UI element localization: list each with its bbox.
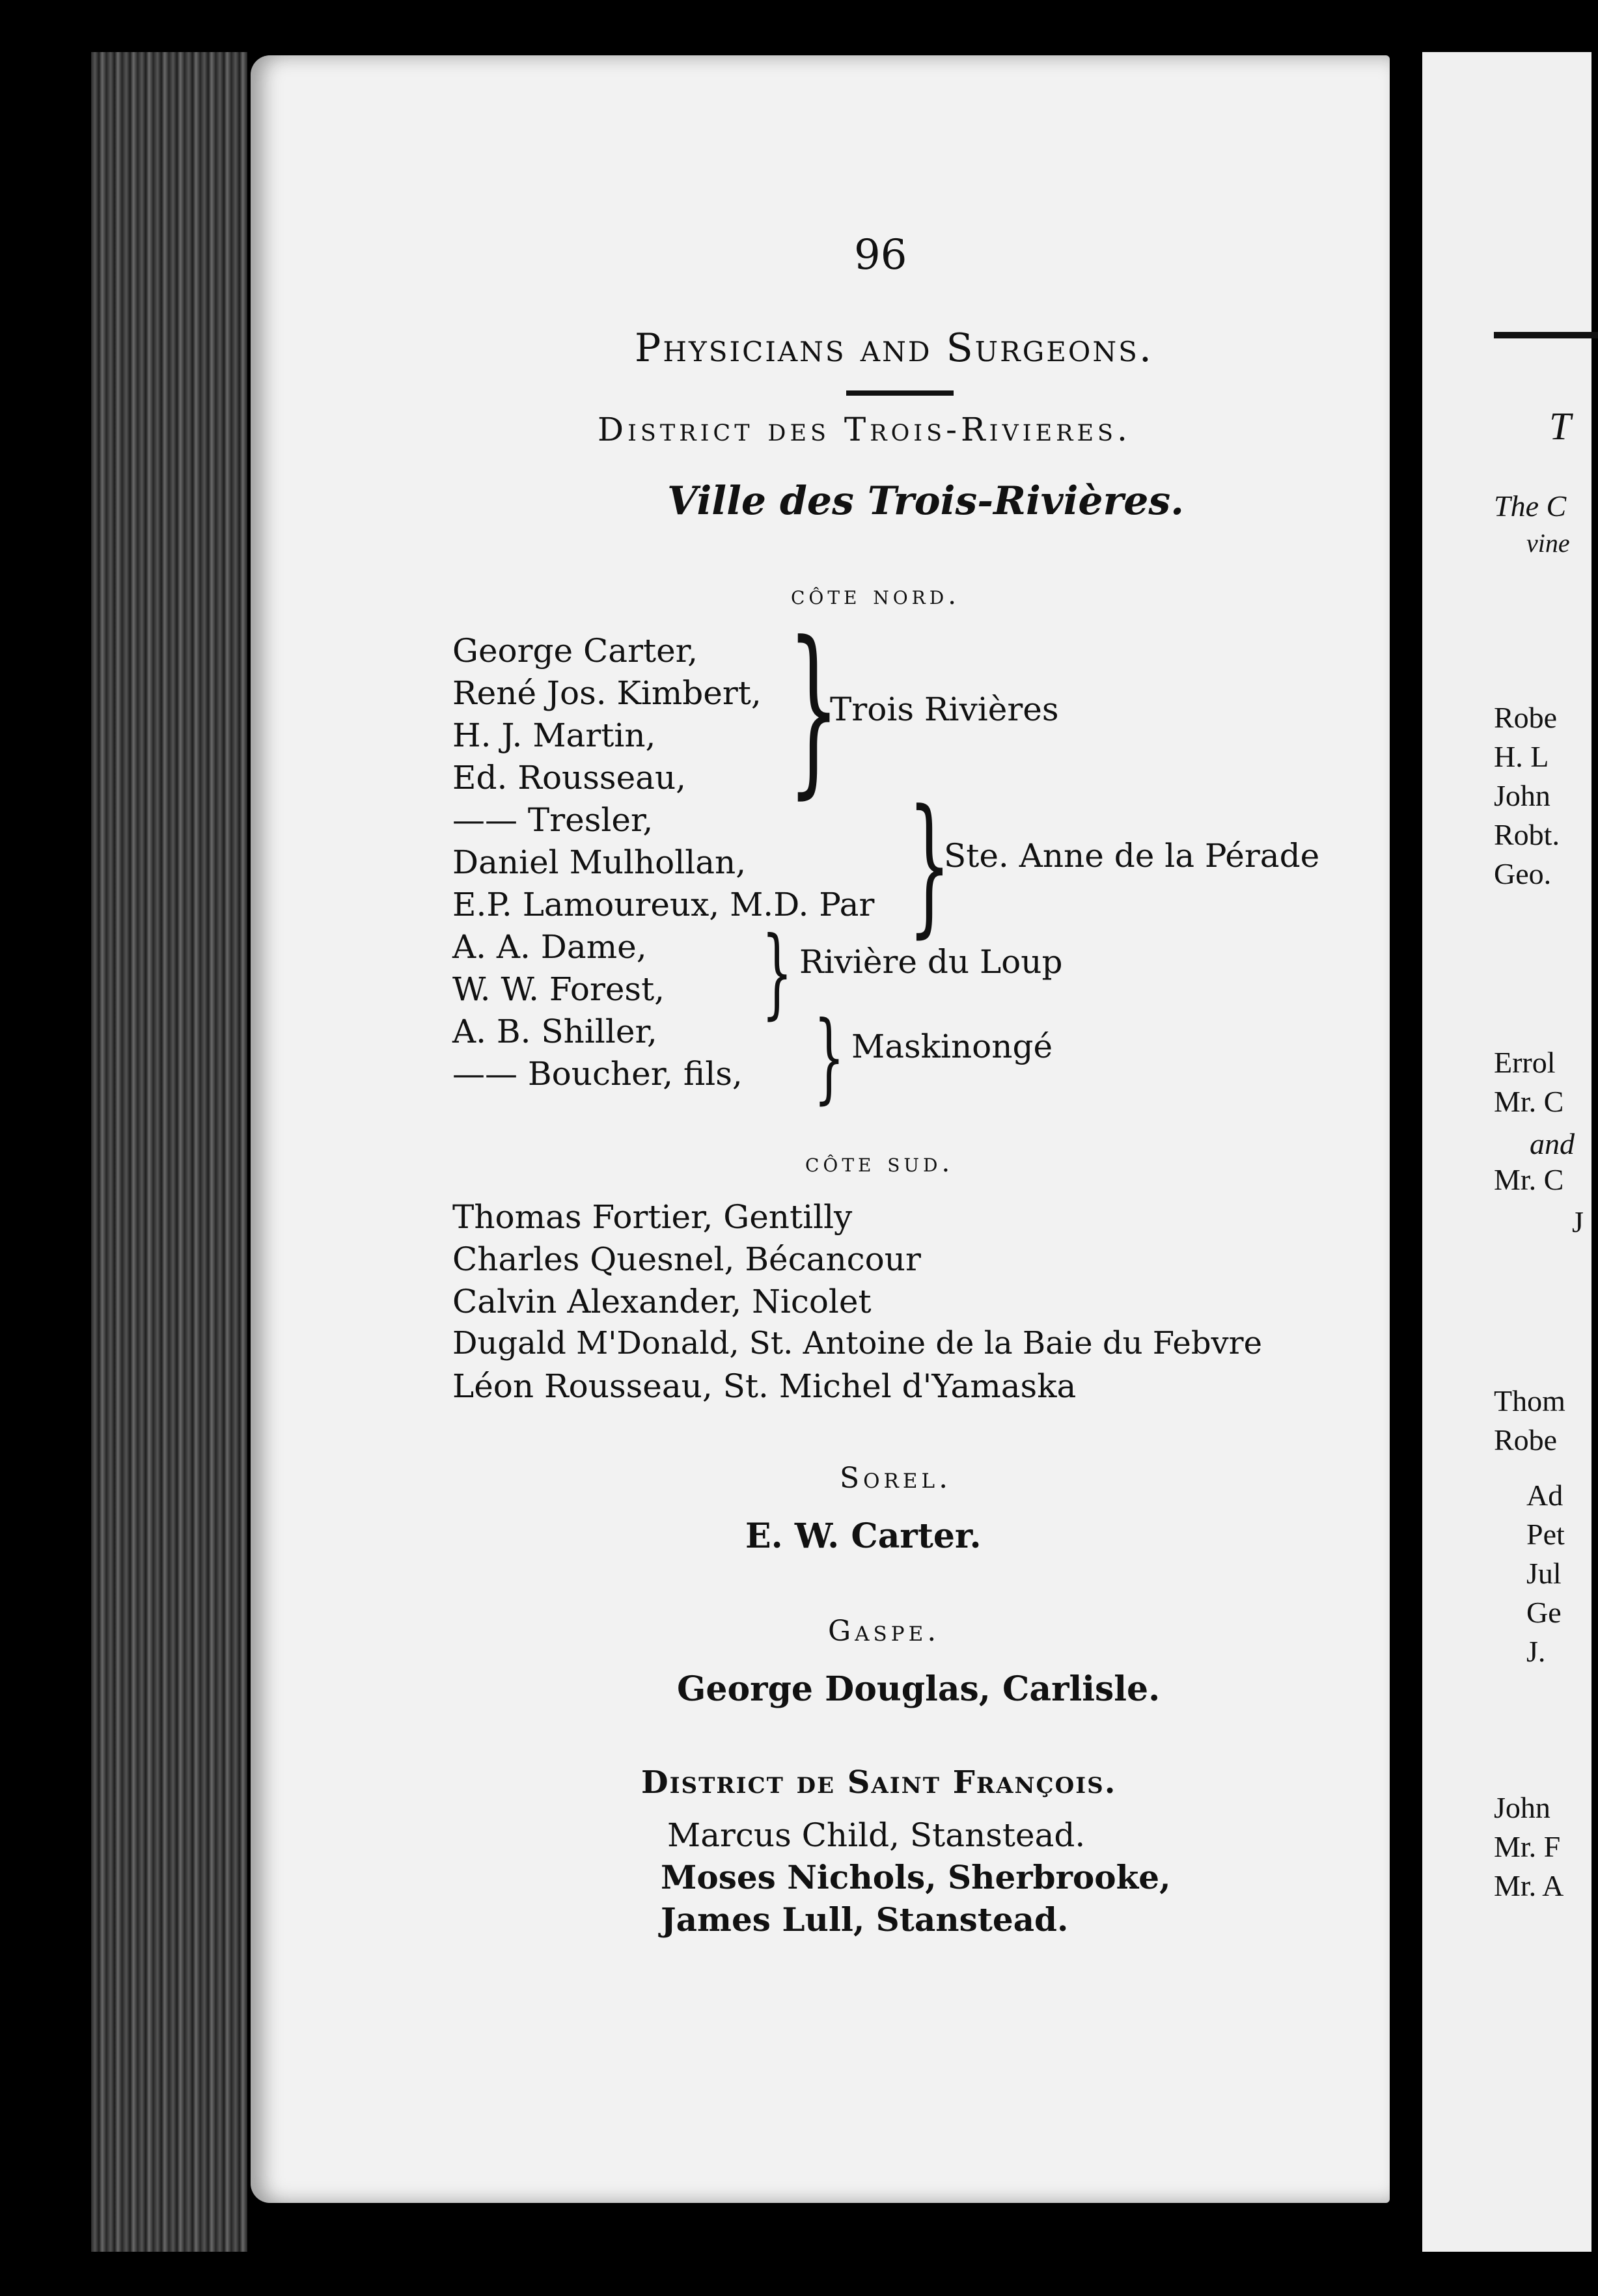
facing-line: and [1530, 1127, 1575, 1160]
saint-francois-heading: District de Saint François. [641, 1764, 1117, 1801]
facing-line: Geo. [1494, 857, 1552, 890]
brace-icon: } [908, 778, 951, 952]
facing-line: J. [1526, 1635, 1546, 1668]
physician-entry: Marcus Child, Stanstead. [667, 1816, 1086, 1854]
page-title: Physicians and Surgeons. [635, 325, 1153, 371]
physician-entry: E.P. Lamoureux, M.D. Par [452, 886, 875, 923]
facing-line: Thom [1494, 1384, 1565, 1417]
locality-label: Trois Rivières [830, 690, 1059, 728]
physician-entry: Charles Quesnel, Bécancour [452, 1240, 921, 1278]
sorel-entry: E. W. Carter. [745, 1516, 982, 1556]
book-spine-edge [91, 52, 247, 2252]
physician-entry: René Jos. Kimbert, [452, 674, 762, 712]
facing-line: Ad [1526, 1479, 1564, 1512]
facing-line: Pet [1526, 1518, 1565, 1551]
facing-line: John [1494, 779, 1550, 812]
cote-nord-heading: côte nord. [791, 581, 960, 610]
town-heading: Ville des Trois-Rivières. [667, 478, 1185, 524]
facing-line: Mr. A [1494, 1869, 1564, 1902]
facing-line: Mr. C [1494, 1163, 1564, 1196]
cote-sud-heading: côte sud. [805, 1148, 954, 1178]
facing-line: John [1494, 1791, 1550, 1824]
facing-line: Mr. C [1494, 1085, 1564, 1118]
facing-line: Ge [1526, 1596, 1562, 1629]
facing-line: The C [1494, 489, 1567, 523]
facing-line: Robt. [1494, 818, 1560, 851]
locality-label: Rivière du Loup [799, 943, 1063, 981]
facing-line: J [1572, 1205, 1584, 1238]
facing-line: H. L [1494, 740, 1549, 773]
title-rule [846, 390, 954, 396]
physician-entry: Daniel Mulhollan, [452, 843, 747, 881]
physician-entry: —— Boucher, fils, [452, 1055, 743, 1093]
gaspe-entry: George Douglas, Carlisle. [677, 1669, 1161, 1709]
page-number: 96 [854, 231, 907, 279]
facing-line: vine [1526, 528, 1570, 558]
gaspe-heading: Gaspe. [828, 1615, 941, 1648]
physician-entry: George Carter, [452, 632, 698, 670]
facing-line: Robe [1494, 701, 1558, 734]
facing-page-rule [1494, 332, 1598, 338]
facing-line: Robe [1494, 1423, 1558, 1456]
brace-icon: } [814, 1001, 845, 1114]
physician-entry: James Lull, Stanstead. [661, 1900, 1069, 1939]
brace-icon: } [788, 603, 840, 815]
physician-entry: —— Tresler, [452, 801, 654, 839]
physician-entry: H. J. Martin, [452, 717, 656, 754]
facing-line: Mr. F [1494, 1830, 1561, 1863]
sorel-heading: Sorel. [840, 1462, 952, 1495]
physician-entry: W. W. Forest, [452, 970, 665, 1008]
facing-page-fragment [1422, 52, 1591, 2252]
physician-entry: Moses Nichols, Sherbrooke, [661, 1858, 1171, 1896]
physician-entry: Léon Rousseau, St. Michel d'Yamaska [452, 1367, 1077, 1405]
brace-icon: } [762, 916, 793, 1030]
facing-line: Errol [1494, 1046, 1556, 1079]
district-heading: District des Trois-Rivieres. [598, 411, 1131, 448]
facing-line: Jul [1526, 1557, 1562, 1590]
physician-entry: Ed. Rousseau, [452, 759, 687, 797]
physician-entry: A. B. Shiller, [452, 1013, 657, 1050]
locality-label: Ste. Anne de la Pérade [944, 837, 1320, 875]
locality-label: Maskinongé [851, 1028, 1053, 1065]
physician-entry: A. A. Dame, [452, 928, 647, 966]
physician-entry: Thomas Fortier, Gentilly [452, 1198, 853, 1236]
physician-entry: Calvin Alexander, Nicolet [452, 1283, 872, 1320]
physician-entry: Dugald M'Donald, St. Antoine de la Baie du Febvre [452, 1325, 1263, 1361]
facing-line: T [1549, 405, 1571, 448]
